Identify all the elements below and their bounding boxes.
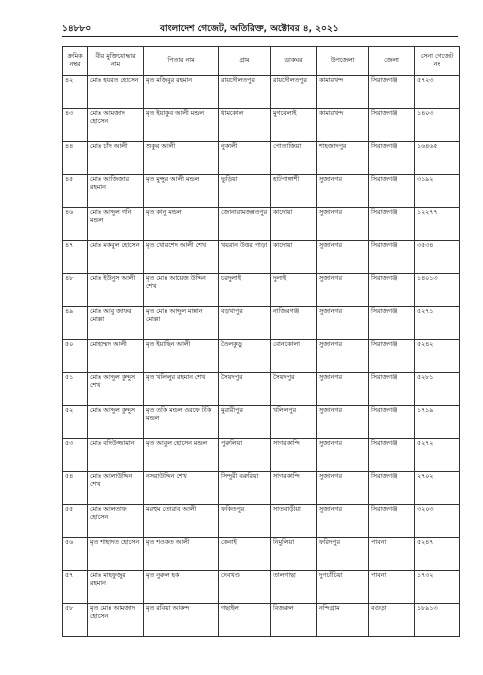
district-cell: সিরাজগঞ্জ [369,208,415,241]
village-cell: রায়দৌলতপুর [219,76,271,109]
post-office-cell: রায়দৌলতপুর [271,76,317,109]
father-name-cell: শুকুর আলী [144,142,219,175]
father-name-cell: মরহুম তোরাব আলী [144,505,219,538]
post-office-cell: খলিলপুর [271,406,317,439]
post-office-cell: কাদোয়া [271,241,317,274]
upazila-cell: সুজানগর [317,439,369,472]
table-row [63,142,460,175]
district-cell: সিরাজগঞ্জ [369,505,415,538]
table-row [63,208,460,241]
freedom-fighters-table [62,46,460,637]
post-office-cell: নিমুলিয়া [271,538,317,571]
upazila-cell: সুজানগর [317,241,369,274]
col-header-district: জেলা [369,47,415,76]
freedom-fighter-name-cell: মোঃ আমজাদ হোসেন [88,109,144,142]
serial-cell: ৪৫ [63,175,88,208]
district-cell: সিরাজগঞ্জ [369,76,415,109]
gazette-number-cell: ১৪০৩ [415,109,460,142]
district-cell: সিরাজগঞ্জ [369,340,415,373]
village-cell: পুরুলিয়া [219,439,271,472]
upazila-cell: দুপচাঁচিয়া [317,571,369,604]
serial-cell: ৫৬ [63,538,88,571]
serial-cell: ৪২ [63,76,88,109]
col-header-serial: ক্রমিক নম্বর [63,47,88,76]
village-cell: সিন্দুরী বরুরিয়া [219,472,271,505]
table-row [63,307,460,340]
father-name-cell: মৃত তকি মন্ডল ওরফে টকি মন্ডল [144,406,219,439]
post-office-cell: সৈয়দপুর [271,373,317,406]
serial-cell: ৫৪ [63,472,88,505]
village-cell: গছাইল [219,604,271,637]
serial-cell: ৫৩ [63,439,88,472]
table-row [63,340,460,373]
serial-cell: ৪৯ [63,307,88,340]
freedom-fighter-name-cell: মোঃ মাহফুজুর রহমান [88,571,144,604]
father-name-cell: নসরাউদ্দিন শেখ [144,472,219,505]
father-name-cell: মৃত নুরুল হক [144,571,219,604]
col-header-village: গ্রাম [219,47,271,76]
col-header-post-office: ডাকঘর [271,47,317,76]
table-row [63,505,460,538]
post-office-cell: সাগরকান্দি [271,439,317,472]
freedom-fighter-name-cell: মোঃ আব্দুল কুদ্দুস [88,406,144,439]
serial-cell: ৪৬ [63,208,88,241]
upazila-cell: সুজানগর [317,274,369,307]
father-name-cell: মৃত মোঃ আয়েজ উদ্দিন শেখ [144,274,219,307]
village-cell: চরদুলাই [219,274,271,307]
father-name-cell: মৃত ইয়াছিন আলী [144,340,219,373]
freedom-fighter-name-cell: মোঃ আলতাফ হোসেন [88,505,144,538]
header-rule [62,36,458,37]
gazette-number-cell: ১৭১৯ [415,406,460,439]
village-cell: বড়খাপুর [219,307,271,340]
table-row [63,373,460,406]
page-number: ১৪৮৮০ [62,24,92,34]
district-cell: সিরাজগঞ্জ [369,472,415,505]
table-row [63,439,460,472]
gazette-number-cell: ২৭০২ [415,472,460,505]
serial-cell: ৫৫ [63,505,88,538]
district-cell: সিরাজগঞ্জ [369,274,415,307]
serial-cell: ৫৮ [63,604,88,637]
upazila-cell: সুজানগর [317,472,369,505]
upazila-cell: সুজানগর [317,373,369,406]
gazette-number-cell: ১২২৭৭ [415,208,460,241]
post-office-cell: বোনকোলা [271,340,317,373]
table-row [63,76,460,109]
freedom-fighter-name-cell: মৃত শাহাদত হোসেন [88,538,144,571]
father-name-cell: মৃত কানু মন্ডল [144,208,219,241]
district-cell: পাবনা [369,538,415,571]
table-row [63,406,460,439]
gazette-number-cell: ৩২০৩ [415,505,460,538]
father-name-cell: মৃত মুন্সুর আলী মন্ডল [144,175,219,208]
upazila-cell: সুজানগর [317,505,369,538]
village-cell: সৈয়দপুর [219,373,271,406]
father-name-cell: মৃত শওকত আলী [144,538,219,571]
gazette-number-cell: ৫২৭২ [415,439,460,472]
district-cell: সিরাজগঞ্জ [369,142,415,175]
father-name-cell: মৃত ইয়াকুব আলী মন্ডল [144,109,219,142]
table-row [63,604,460,637]
gazette-number-cell: ৫২৮১ [415,373,460,406]
gazette-number-cell: ১৬৪৬৫ [415,142,460,175]
freedom-fighter-name-cell: মোঃ আলাউদ্দিন শেখ [88,472,144,505]
post-office-cell: বিজরুল [271,604,317,637]
district-cell: সিরাজগঞ্জ [369,439,415,472]
post-office-cell: নাজিরগঞ্জ [271,307,317,340]
table-body [63,76,460,637]
col-header-name: বীর মুক্তিযোদ্ধার নাম [88,47,144,76]
serial-cell: ৪৮ [63,274,88,307]
post-office-cell: মুগবেলাই [271,109,317,142]
village-cell: তৈলকুড়ু [219,340,271,373]
upazila-cell: সুজানগর [317,175,369,208]
freedom-fighter-name-cell: মোঃ মকবুল হোসেন [88,241,144,274]
table-row [63,274,460,307]
village-cell: জোনারামজন্নতপুর [219,208,271,241]
upazila-cell: সুজানগর [317,340,369,373]
post-office-cell: পোতাজিয়া [271,142,317,175]
village-cell: ধামকোল [219,109,271,142]
district-cell: সিরাজগঞ্জ [369,241,415,274]
gazette-number-cell: ৫২৪৭ [415,538,460,571]
freedom-fighter-name-cell: মোঃ ইউনুস আলী [88,274,144,307]
freedom-fighter-name-cell: মোঃ আব্দুল কুদ্দুস শেখ [88,373,144,406]
freedom-fighter-name-cell: মৃত মোঃ আমজাদ হোসেন [88,604,144,637]
village-cell: দেবখণ্ড [219,571,271,604]
village-cell: খয়রান উত্তর পাড়া [219,241,271,274]
gazette-title: বাংলাদেশ গেজেট, অতিরিক্ত, অক্টোবর ৪, ২০২১ [160,24,339,34]
father-name-cell: মৃত মোঃ আব্দুল মান্নান মোল্লা [144,307,219,340]
district-cell: সিরাজগঞ্জ [369,373,415,406]
upazila-cell: ফরিদপুর [317,538,369,571]
district-cell: পাবনা [369,571,415,604]
freedom-fighter-name-cell: মোঃ আজিজার রহমান [88,175,144,208]
father-name-cell: মৃত খোরশেদ আলী শেখ [144,241,219,274]
freedom-fighter-name-cell: মোঃ চাঁদ আলী [88,142,144,175]
gazette-number-cell: ৫৭২৩ [415,76,460,109]
table-row [63,109,460,142]
village-cell: নুকালী [219,142,271,175]
gazette-number-cell: ১৭৩২ [415,571,460,604]
father-name-cell: মৃত আবুল হোসেন মন্ডল [144,439,219,472]
village-cell: কেনাই [219,538,271,571]
upazila-cell: সুজানগর [317,208,369,241]
upazila-cell: শাহজাদপুর [317,142,369,175]
freedom-fighter-name-cell: মোঃ আবু জাফর মোল্লা [88,307,144,340]
upazila-cell: কামারখন্দ [317,109,369,142]
post-office-cell: কাদোয়া [271,208,317,241]
post-office-cell: তালগাছা [271,571,317,604]
table-row [63,538,460,571]
table-row [63,571,460,604]
serial-cell: ৪৭ [63,241,88,274]
freedom-fighter-name-cell: মোঃ হযরত হোসেন [88,76,144,109]
father-name-cell: মৃত খলিলুর রহমান শেখ [144,373,219,406]
gazette-number-cell: ৩১৯২ [415,175,460,208]
page-header [62,21,458,35]
table-row [63,175,460,208]
district-cell: সিরাজগঞ্জ [369,109,415,142]
gazette-number-cell: ৫২৭১ [415,307,460,340]
serial-cell: ৫৭ [63,571,88,604]
district-cell: সিরাজগঞ্জ [369,406,415,439]
table-row [63,472,460,505]
freedom-fighter-name-cell: মোহাম্মদ আলী [88,340,144,373]
district-cell: সিরাজগঞ্জ [369,307,415,340]
upazila-cell: কামারখন্দ [317,76,369,109]
freedom-fighter-name-cell: মোঃ আব্দুল গনি মন্ডল [88,208,144,241]
serial-cell: ৫২ [63,406,88,439]
serial-cell: ৫১ [63,373,88,406]
father-name-cell: মৃত মজিবুর রহমান [144,76,219,109]
freedom-fighter-name-cell: মোঃ বদিউজ্জামান [88,439,144,472]
gazette-number-cell: ১৪০১৩ [415,274,460,307]
post-office-cell: দুলাই [271,274,317,307]
gazette-number-cell: ৩৫৩৪ [415,241,460,274]
district-cell: সিরাজগঞ্জ [369,175,415,208]
table-row [63,241,460,274]
upazila-cell: সুজানগর [317,406,369,439]
village-cell: ফকিতপুর [219,505,271,538]
post-office-cell: সাগরকান্দি [271,472,317,505]
upazila-cell: নন্দিগ্রাম [317,604,369,637]
table-header-row [63,47,460,76]
serial-cell: ৪৩ [63,109,88,142]
post-office-cell: হাটপাঙ্গাশী [271,175,317,208]
col-header-upazila: উপজেলা [317,47,369,76]
gazette-number-cell: ১৮৯১৩ [415,604,460,637]
village-cell: ভুড়িয়া [219,175,271,208]
serial-cell: ৫০ [63,340,88,373]
father-name-cell: মৃত রবিয়া আকন্দ [144,604,219,637]
col-header-father: পিতার নাম [144,47,219,76]
col-header-gazette-no: সেনা গেজেট নং [415,47,460,76]
village-cell: মুরারীপুর [219,406,271,439]
post-office-cell: সাতবাড়ীয়া [271,505,317,538]
gazette-number-cell: ৫২৪২ [415,340,460,373]
upazila-cell: সুজানগর [317,307,369,340]
district-cell: বগুড়া [369,604,415,637]
serial-cell: ৪৪ [63,142,88,175]
